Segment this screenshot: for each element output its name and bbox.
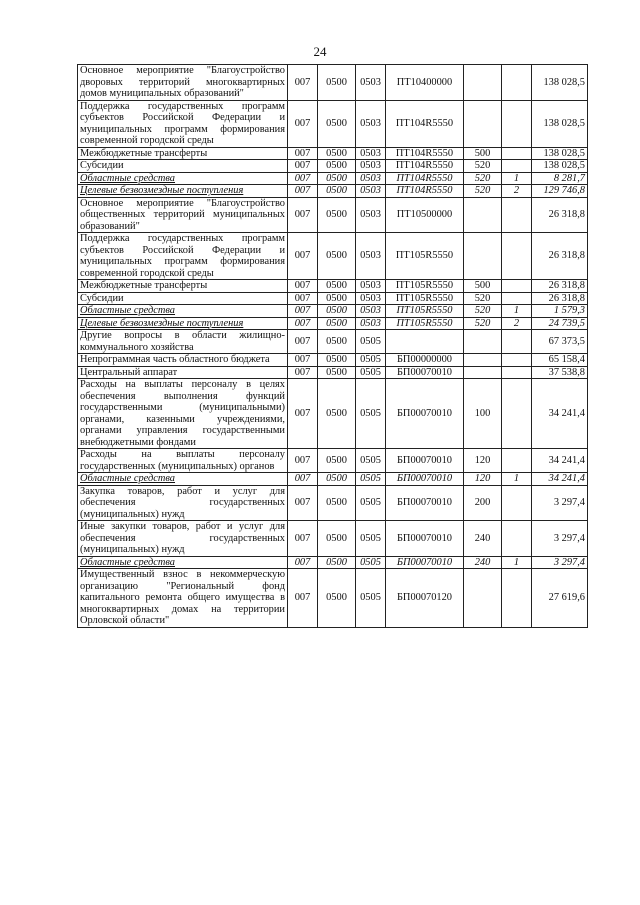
cell-ministry-code: 007	[288, 197, 318, 233]
cell-amount: 138 028,5	[532, 160, 588, 173]
cell-expense-type-code: 120	[464, 449, 502, 473]
cell-target-article-code: ПТ105R5550	[386, 317, 464, 330]
cell-expense-type-code: 200	[464, 485, 502, 521]
cell-subsection-code: 0503	[356, 305, 386, 318]
cell-expense-type-code	[464, 366, 502, 379]
cell-target-article-code: БП00070010	[386, 366, 464, 379]
cell-funding-source-code	[502, 280, 532, 293]
cell-ministry-code: 007	[288, 521, 318, 557]
cell-amount: 67 373,5	[532, 330, 588, 354]
table-row	[78, 233, 588, 280]
cell-ministry-code: 007	[288, 473, 318, 486]
cell-amount: 26 318,8	[532, 280, 588, 293]
cell-expense-type-code: 500	[464, 147, 502, 160]
cell-subsection-code: 0505	[356, 379, 386, 449]
cell-row-name: Основное мероприятие "Благоустройство общественных территорий муниципальных образований"	[78, 197, 288, 233]
cell-section-code: 0500	[318, 366, 356, 379]
cell-subsection-code: 0503	[356, 100, 386, 147]
cell-funding-source-code: 2	[502, 317, 532, 330]
cell-row-name: Закупка товаров, работ и услуг для обеспечения государственных (муниципальных) нужд	[78, 485, 288, 521]
cell-ministry-code: 007	[288, 172, 318, 185]
cell-amount: 138 028,5	[532, 147, 588, 160]
cell-section-code: 0500	[318, 160, 356, 173]
cell-section-code: 0500	[318, 521, 356, 557]
cell-row-name: Непрограммная часть областного бюджета	[78, 354, 288, 367]
cell-ministry-code: 007	[288, 160, 318, 173]
cell-target-article-code: БП00000000	[386, 354, 464, 367]
cell-ministry-code: 007	[288, 65, 318, 101]
cell-amount: 26 318,8	[532, 233, 588, 280]
cell-subsection-code: 0505	[356, 366, 386, 379]
cell-expense-type-code: 100	[464, 379, 502, 449]
cell-funding-source-code	[502, 147, 532, 160]
cell-target-article-code: ПТ105R5550	[386, 280, 464, 293]
cell-target-article-code: ПТ104R5550	[386, 185, 464, 198]
table-row	[78, 354, 588, 367]
cell-ministry-code: 007	[288, 233, 318, 280]
cell-expense-type-code: 520	[464, 160, 502, 173]
cell-row-name: Областные средства	[78, 172, 288, 185]
cell-section-code: 0500	[318, 65, 356, 101]
cell-amount: 3 297,4	[532, 485, 588, 521]
page-number: 24	[313, 44, 327, 59]
cell-funding-source-code	[502, 197, 532, 233]
cell-funding-source-code	[502, 569, 532, 628]
cell-ministry-code: 007	[288, 379, 318, 449]
cell-target-article-code: ПТ10400000	[386, 65, 464, 101]
table-row	[78, 197, 588, 233]
cell-ministry-code: 007	[288, 485, 318, 521]
cell-amount: 37 538,8	[532, 366, 588, 379]
cell-amount: 138 028,5	[532, 100, 588, 147]
cell-row-name: Расходы на выплаты персоналу государственных (муниципальных) органов	[78, 449, 288, 473]
cell-row-name: Субсидии	[78, 160, 288, 173]
cell-expense-type-code: 520	[464, 305, 502, 318]
cell-target-article-code: БП00070120	[386, 569, 464, 628]
cell-amount: 26 318,8	[532, 197, 588, 233]
cell-expense-type-code	[464, 569, 502, 628]
cell-expense-type-code	[464, 65, 502, 101]
cell-section-code: 0500	[318, 473, 356, 486]
table-row	[78, 366, 588, 379]
cell-target-article-code: ПТ104R5550	[386, 160, 464, 173]
table-row	[78, 556, 588, 569]
cell-row-name: Субсидии	[78, 292, 288, 305]
cell-amount: 8 281,7	[532, 172, 588, 185]
cell-row-name: Областные средства	[78, 556, 288, 569]
cell-subsection-code: 0503	[356, 233, 386, 280]
cell-funding-source-code	[502, 100, 532, 147]
cell-ministry-code: 007	[288, 100, 318, 147]
cell-ministry-code: 007	[288, 317, 318, 330]
cell-amount: 24 739,5	[532, 317, 588, 330]
cell-subsection-code: 0503	[356, 197, 386, 233]
cell-expense-type-code: 520	[464, 172, 502, 185]
cell-subsection-code: 0503	[356, 292, 386, 305]
cell-funding-source-code: 1	[502, 172, 532, 185]
table-row	[78, 172, 588, 185]
cell-funding-source-code: 2	[502, 185, 532, 198]
table-row	[78, 473, 588, 486]
table-row	[78, 100, 588, 147]
cell-subsection-code: 0503	[356, 317, 386, 330]
cell-ministry-code: 007	[288, 449, 318, 473]
cell-target-article-code: БП00070010	[386, 556, 464, 569]
cell-row-name: Расходы на выплаты персоналу в целях обеспечения выполнения функций государственными (муниципальными) органами, казенными учреждениями, органами управления государственными внебюджетными фондами	[78, 379, 288, 449]
cell-ministry-code: 007	[288, 330, 318, 354]
cell-row-name: Межбюджетные трансферты	[78, 280, 288, 293]
cell-target-article-code: ПТ105R5550	[386, 305, 464, 318]
cell-expense-type-code: 240	[464, 556, 502, 569]
cell-subsection-code: 0505	[356, 473, 386, 486]
cell-expense-type-code: 520	[464, 292, 502, 305]
cell-funding-source-code	[502, 233, 532, 280]
cell-funding-source-code	[502, 485, 532, 521]
table-row	[78, 449, 588, 473]
cell-subsection-code: 0503	[356, 147, 386, 160]
cell-amount: 34 241,4	[532, 379, 588, 449]
table-row	[78, 280, 588, 293]
cell-amount: 27 619,6	[532, 569, 588, 628]
cell-expense-type-code: 520	[464, 185, 502, 198]
cell-target-article-code: БП00070010	[386, 473, 464, 486]
cell-ministry-code: 007	[288, 366, 318, 379]
cell-amount: 1 579,3	[532, 305, 588, 318]
cell-funding-source-code	[502, 330, 532, 354]
cell-row-name: Центральный аппарат	[78, 366, 288, 379]
cell-subsection-code: 0505	[356, 449, 386, 473]
cell-section-code: 0500	[318, 354, 356, 367]
cell-section-code: 0500	[318, 556, 356, 569]
cell-funding-source-code	[502, 366, 532, 379]
cell-row-name: Другие вопросы в области жилищно-коммунального хозяйства	[78, 330, 288, 354]
cell-subsection-code: 0505	[356, 485, 386, 521]
cell-target-article-code: ПТ104R5550	[386, 172, 464, 185]
cell-amount: 3 297,4	[532, 521, 588, 557]
cell-expense-type-code: 120	[464, 473, 502, 486]
cell-subsection-code: 0505	[356, 354, 386, 367]
cell-row-name: Поддержка государственных программ субъектов Российской Федерации и муниципальных программ формирования современной городской среды	[78, 233, 288, 280]
cell-ministry-code: 007	[288, 305, 318, 318]
table-row	[78, 292, 588, 305]
cell-section-code: 0500	[318, 317, 356, 330]
budget-table	[77, 64, 588, 628]
cell-funding-source-code: 1	[502, 556, 532, 569]
cell-section-code: 0500	[318, 172, 356, 185]
cell-amount: 34 241,4	[532, 473, 588, 486]
cell-amount: 34 241,4	[532, 449, 588, 473]
cell-section-code: 0500	[318, 449, 356, 473]
cell-section-code: 0500	[318, 330, 356, 354]
cell-subsection-code: 0503	[356, 160, 386, 173]
cell-section-code: 0500	[318, 100, 356, 147]
cell-target-article-code: БП00070010	[386, 521, 464, 557]
cell-subsection-code: 0505	[356, 330, 386, 354]
cell-section-code: 0500	[318, 197, 356, 233]
cell-funding-source-code: 1	[502, 305, 532, 318]
table-row	[78, 65, 588, 101]
cell-target-article-code: ПТ104R5550	[386, 147, 464, 160]
table-row	[78, 330, 588, 354]
cell-target-article-code: ПТ104R5550	[386, 100, 464, 147]
table-row	[78, 160, 588, 173]
cell-subsection-code: 0503	[356, 172, 386, 185]
cell-funding-source-code	[502, 65, 532, 101]
cell-subsection-code: 0503	[356, 280, 386, 293]
cell-expense-type-code	[464, 100, 502, 147]
cell-subsection-code: 0503	[356, 65, 386, 101]
cell-funding-source-code	[502, 449, 532, 473]
cell-funding-source-code	[502, 354, 532, 367]
cell-section-code: 0500	[318, 147, 356, 160]
cell-amount: 26 318,8	[532, 292, 588, 305]
cell-ministry-code: 007	[288, 280, 318, 293]
cell-row-name: Целевые безвозмездные поступления	[78, 317, 288, 330]
cell-subsection-code: 0503	[356, 185, 386, 198]
cell-funding-source-code	[502, 521, 532, 557]
cell-ministry-code: 007	[288, 147, 318, 160]
cell-section-code: 0500	[318, 569, 356, 628]
cell-funding-source-code	[502, 379, 532, 449]
cell-section-code: 0500	[318, 379, 356, 449]
cell-ministry-code: 007	[288, 292, 318, 305]
cell-expense-type-code	[464, 197, 502, 233]
cell-target-article-code: БП00070010	[386, 379, 464, 449]
cell-expense-type-code	[464, 330, 502, 354]
cell-target-article-code: ПТ105R5550	[386, 233, 464, 280]
cell-section-code: 0500	[318, 185, 356, 198]
cell-amount: 65 158,4	[532, 354, 588, 367]
cell-ministry-code: 007	[288, 569, 318, 628]
cell-amount: 138 028,5	[532, 65, 588, 101]
cell-ministry-code: 007	[288, 185, 318, 198]
table-row	[78, 521, 588, 557]
cell-expense-type-code: 500	[464, 280, 502, 293]
cell-funding-source-code	[502, 160, 532, 173]
cell-section-code: 0500	[318, 233, 356, 280]
cell-section-code: 0500	[318, 280, 356, 293]
cell-target-article-code: БП00070010	[386, 485, 464, 521]
cell-expense-type-code	[464, 354, 502, 367]
cell-row-name: Иные закупки товаров, работ и услуг для обеспечения государственных (муниципальных) нужд	[78, 521, 288, 557]
cell-target-article-code: ПТ105R5550	[386, 292, 464, 305]
cell-amount: 129 746,8	[532, 185, 588, 198]
cell-row-name: Имущественный взнос в некоммерческую организацию "Региональный фонд капитального ремонта общего имущества в многоквартирных домах на территории Орловской области"	[78, 569, 288, 628]
cell-target-article-code	[386, 330, 464, 354]
cell-ministry-code: 007	[288, 354, 318, 367]
cell-target-article-code: БП00070010	[386, 449, 464, 473]
cell-expense-type-code	[464, 233, 502, 280]
cell-row-name: Целевые безвозмездные поступления	[78, 185, 288, 198]
cell-subsection-code: 0505	[356, 521, 386, 557]
cell-funding-source-code: 1	[502, 473, 532, 486]
table-row	[78, 485, 588, 521]
cell-section-code: 0500	[318, 485, 356, 521]
cell-funding-source-code	[502, 292, 532, 305]
table-row	[78, 305, 588, 318]
cell-amount: 3 297,4	[532, 556, 588, 569]
cell-row-name: Межбюджетные трансферты	[78, 147, 288, 160]
cell-section-code: 0500	[318, 305, 356, 318]
cell-row-name: Поддержка государственных программ субъектов Российской Федерации и муниципальных программ формирования современной городской среды	[78, 100, 288, 147]
cell-section-code: 0500	[318, 292, 356, 305]
cell-subsection-code: 0505	[356, 556, 386, 569]
cell-row-name: Областные средства	[78, 473, 288, 486]
cell-ministry-code: 007	[288, 556, 318, 569]
table-row	[78, 379, 588, 449]
cell-subsection-code: 0505	[356, 569, 386, 628]
cell-target-article-code: ПТ10500000	[386, 197, 464, 233]
table-row	[78, 317, 588, 330]
cell-row-name: Областные средства	[78, 305, 288, 318]
table-row	[78, 185, 588, 198]
table-row	[78, 569, 588, 628]
cell-expense-type-code: 240	[464, 521, 502, 557]
cell-expense-type-code: 520	[464, 317, 502, 330]
table-row	[78, 147, 588, 160]
cell-row-name: Основное мероприятие "Благоустройство дворовых территорий многоквартирных домов муниципальных образований"	[78, 65, 288, 101]
